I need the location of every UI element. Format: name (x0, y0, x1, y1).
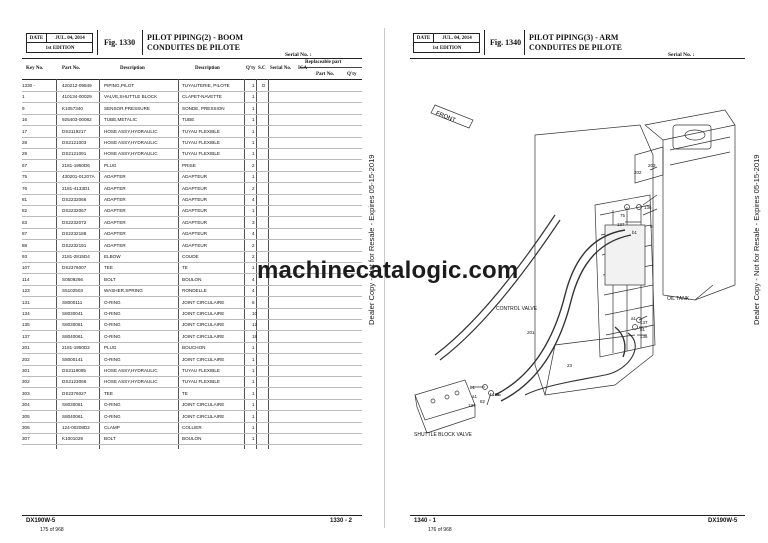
left-serial-label: Serial No. : (285, 52, 312, 58)
cell-part: DS2123066 (62, 379, 87, 385)
cell-part: 124-00208D2 (62, 425, 90, 430)
cell-desc: HOSE ASSY,HYDRAULIC (104, 368, 158, 373)
table-row (22, 160, 340, 171)
callout-b1b: b1 (470, 385, 476, 390)
table-row (22, 126, 340, 137)
cell-desc: SENSOR,PRESSURE (104, 105, 150, 111)
cell-key: 9 (22, 105, 25, 111)
cell-qty: 1 (252, 436, 255, 442)
cell-desc-fr: ADAPTEUR (182, 197, 208, 202)
cell-desc: TUBE,METALIC (104, 117, 138, 123)
callout-203: 203 (648, 163, 656, 168)
callout-137: 137 (617, 222, 625, 227)
cell-desc: BOLT (104, 436, 116, 442)
cell-key: 28 (22, 140, 28, 145)
cell-part: DS2232067 (62, 208, 87, 214)
cell-key: 201 (22, 345, 30, 351)
cell-part: 420212-09849 (62, 83, 92, 88)
table-row (22, 319, 340, 330)
cell-qty: 1 (252, 425, 255, 430)
cell-desc: ADAPTER (104, 197, 126, 202)
cell-key: 307 (22, 436, 30, 442)
cell-key: 137 (22, 333, 30, 339)
callout-9: 9 (650, 224, 653, 229)
table-row (22, 411, 340, 422)
left-date-label: DATE (27, 34, 47, 43)
cell-desc-fr: TE (182, 390, 188, 396)
cell-desc: O-RING (104, 311, 121, 316)
table-row (22, 114, 340, 125)
cell-qty: 10 (252, 311, 258, 316)
cell-desc-fr: TUYAU FLEXIBLE (182, 379, 220, 385)
cell-part: S5102503 (62, 288, 83, 294)
table-row (22, 183, 340, 194)
cell-desc: WASHER,SPRING (104, 288, 143, 294)
cell-desc: ADAPTER (104, 208, 126, 214)
cell-desc-fr: JOINT CIRCULAIRE (182, 356, 225, 362)
callout-136b: 136 (640, 334, 648, 339)
cell-desc-fr: BOUCHON (182, 345, 206, 351)
table-row (22, 376, 340, 387)
callout-136c: 136 (492, 392, 500, 397)
left-date-box (26, 33, 93, 53)
cell-qty: 1 (252, 390, 255, 396)
cell-part: 2181-4133D1 (62, 185, 90, 191)
cell-key: 83 (22, 219, 28, 225)
cell-desc: VALVE,SHUTTLE BLOCK (104, 94, 158, 100)
cell-desc: PLUG (104, 162, 117, 168)
cell-part: S8000141 (62, 356, 83, 362)
cell-part: DS2232066 (62, 197, 87, 202)
table-row (22, 354, 340, 365)
cell-desc: TEE (104, 265, 113, 271)
cell-desc-fr: TUYAU FLEXIBLE (182, 368, 220, 373)
cell-desc-fr: RONDELLE (182, 288, 207, 294)
left-title-line1: PILOT PIPING(2) - BOOM (147, 33, 244, 42)
col-description-fr: Description (195, 66, 220, 71)
cell-desc: ADAPTER (104, 219, 126, 225)
right-dealer-watermark: Dealer Copy - Not for Resale - Expires 05-15-2019 (752, 154, 761, 325)
cell-desc-fr: JOINT CIRCULAIRE (182, 413, 225, 419)
table-row (22, 80, 340, 91)
table-row (22, 388, 340, 399)
oil-tank-label: OIL TANK (667, 296, 690, 302)
right-title-line2: CONDUITES DE PILOTE (529, 43, 622, 52)
col-qty: Q'ty (246, 66, 256, 71)
cell-part: 925403-00082 (62, 117, 92, 123)
cell-key: 67 (22, 162, 28, 168)
cell-qty: 3 (252, 219, 255, 225)
cell-desc: HOSE ASSY,HYDRAULIC (104, 379, 158, 385)
cell-key: 17 (22, 128, 28, 134)
left-footer-page-count: 175 of 968 (40, 527, 64, 533)
cell-qty: 1 (252, 356, 255, 362)
site-watermark: machinecatalogic.com (257, 257, 519, 284)
cell-key: 202 (22, 356, 30, 362)
col-description: Description (120, 66, 145, 71)
col-key-no: Key No. (26, 66, 44, 71)
cell-desc: O-RING (104, 322, 121, 328)
cell-desc: HOSE ASSY,HYDRAULIC (104, 140, 158, 145)
cell-part: DS2121091 (62, 151, 87, 157)
cell-part: K1001029 (62, 436, 83, 442)
callout-a1b: a1 (472, 394, 478, 399)
cell-desc-fr: ADAPTEUR (182, 174, 208, 180)
cell-desc-fr: ADAPTEUR (182, 242, 208, 248)
cell-desc: O-RING (104, 356, 121, 362)
right-date-box (413, 33, 480, 53)
left-dealer-watermark: Dealer Copy - Not for Resale - Expires 05-15-2019 (367, 154, 376, 325)
cell-key: 303 (22, 390, 30, 396)
callout-75: 75 (620, 213, 626, 218)
cell-desc: O-RING (104, 402, 121, 408)
cell-desc-fr: SONDE, PRESSION (182, 105, 225, 111)
cell-key: 134 (22, 311, 30, 316)
cell-desc: HOSE ASSY,HYDRAULIC (104, 151, 158, 157)
cell-desc: O-RING (104, 413, 121, 419)
cell-qty: 4 (252, 288, 255, 294)
left-footer-model: DX190W-5 (26, 518, 56, 524)
table-row (22, 285, 340, 296)
table-row (22, 205, 340, 216)
cell-key: 123 (22, 288, 30, 294)
cell-part: 2181-1950D6 (62, 162, 90, 168)
shuttle-block-valve (415, 380, 478, 420)
table-row (22, 194, 340, 205)
cell-desc-fr: JOINT CIRCULAIRE (182, 333, 225, 339)
cell-part: K1057340 (62, 105, 83, 111)
cell-desc-fr: PRISE (182, 162, 196, 168)
left-edition: 1st EDITION (45, 45, 75, 51)
cell-part: DS2232191 (62, 242, 87, 248)
cell-desc-fr: TUYAUTERIE, PILOTE (182, 83, 230, 88)
right-footer-page-count: 176 of 968 (428, 527, 452, 533)
cell-part: S0509266 (62, 276, 83, 282)
cell-key: 75 (22, 174, 28, 180)
callout-137b: 137 (640, 320, 648, 325)
cell-desc-fr: ADAPTEUR (182, 185, 208, 191)
cell-desc-fr: JOINT CIRCULAIRE (182, 299, 225, 305)
cell-key: 16 (22, 117, 28, 123)
cell-desc: ADAPTER (104, 174, 126, 180)
cell-key: 93 (22, 254, 28, 259)
cell-desc: CLAMP (104, 425, 120, 430)
cell-key: 88 (22, 242, 28, 248)
cell-desc: ELBOW (104, 254, 121, 259)
cell-key: 87 (22, 231, 28, 237)
cell-desc: TEE (104, 390, 113, 396)
right-date-value: JUL. 04, 2014 (434, 34, 480, 43)
shuttle-block-valve-label: SHUTTLE BLOCK VALVE (414, 432, 472, 438)
callout-136: 136 (644, 205, 652, 210)
cell-key: 1330 - (22, 83, 36, 88)
cell-key: 306 (22, 425, 30, 430)
cell-qty: 2 (252, 254, 255, 259)
cell-key: 302 (22, 379, 30, 385)
cell-desc: O-RING (104, 333, 121, 339)
left-title-line2: CONDUITES DE PILOTE (147, 43, 240, 52)
cell-part: S8030041 (62, 311, 83, 316)
callout-202: 202 (634, 170, 642, 175)
callout-b1: b1 (632, 230, 638, 235)
right-title-line1: PILOT PIPING(3) - ARM (529, 33, 619, 42)
right-footer-page: 1340 - 1 (414, 518, 437, 524)
right-fig-number: Fig. 1340 (490, 38, 522, 47)
cell-part: DS2376027 (62, 390, 87, 396)
cell-qty: 4 (252, 276, 255, 282)
pilot-line (435, 215, 555, 355)
cell-key: 1 (22, 94, 25, 100)
cell-desc-fr: ADAPTEUR (182, 208, 208, 214)
table-row (22, 422, 340, 433)
cell-key: 304 (22, 402, 30, 408)
cell-key: 114 (22, 276, 30, 282)
front-label: FRONT (434, 110, 457, 125)
cell-qty: 12 (252, 322, 258, 328)
callout-23: 23 (567, 363, 573, 368)
table-row (22, 308, 340, 319)
left-footer-page: 1330 - 2 (330, 518, 353, 524)
cell-desc-fr: TUYAU FLEXIBLE (182, 151, 220, 157)
cell-part: S8040061 (62, 413, 83, 419)
cell-part: DS2119095 (62, 368, 86, 373)
col-sc: S.C (258, 66, 266, 71)
cell-desc: ADAPTER (104, 185, 126, 191)
cell-desc-fr: TE (182, 265, 188, 271)
cell-qty: 1 (252, 140, 255, 145)
callout-201: 201 (527, 330, 535, 335)
table-row (22, 399, 340, 410)
callout-81: 81 (640, 327, 646, 332)
cell-part: 2181-1950D2 (62, 345, 90, 351)
cell-qty: 1 (252, 128, 255, 134)
cell-desc: O-RING (104, 299, 121, 305)
cell-desc-fr: JOINT CIRCULAIRE (182, 311, 225, 316)
cell-qty: 1 (252, 368, 255, 373)
table-row (22, 331, 340, 342)
cell-desc: HOSE ASSY,HYDRAULIC (104, 128, 158, 134)
cell-key: 82 (22, 208, 28, 214)
cell-part: S8030061 (62, 402, 83, 408)
cell-desc: BOLT (104, 276, 116, 282)
cell-qty: 2 (252, 162, 255, 168)
col-rp-qty: Q'ty (347, 72, 357, 77)
cell-desc: PLUG (104, 345, 117, 351)
table-row (22, 91, 340, 102)
table-row (22, 137, 340, 148)
cell-qty: 1 (252, 151, 255, 157)
cell-part: 430201-01207A (62, 174, 95, 180)
left-date-value: JUL. 04, 2014 (47, 34, 93, 43)
cell-part: DS2376007 (62, 265, 87, 271)
cell-desc-fr: CLAPET-NAVETTE (182, 94, 222, 100)
cell-key: 135 (22, 322, 30, 328)
cell-desc: ADAPTER (104, 242, 126, 248)
cell-part: S8040061 (62, 333, 83, 339)
cell-part: S8000111 (62, 299, 83, 305)
table-row (22, 217, 340, 228)
cell-key: 301 (22, 368, 30, 373)
cell-qty: 1 (252, 265, 255, 271)
cell-qty: 1 (252, 208, 255, 214)
cell-part: DS2232188 (62, 231, 87, 237)
cell-desc-fr: BOULON (182, 436, 202, 442)
table-row (22, 240, 340, 251)
cell-part: DS2121003 (62, 140, 87, 145)
col-rp-part-no: Part No. (316, 72, 335, 77)
cell-qty: 6 (252, 299, 255, 305)
cell-desc-fr: COLLIER (182, 425, 202, 430)
cell-qty: 1 (252, 345, 255, 351)
cell-part: S8030061 (62, 322, 83, 328)
table-row (22, 228, 340, 239)
cell-desc-fr: ADAPTEUR (182, 231, 208, 237)
cell-desc-fr: JOINT CIRCULAIRE (182, 402, 225, 408)
cell-qty: 1 (252, 413, 255, 419)
cell-key: 131 (22, 299, 30, 305)
table-row (22, 342, 340, 353)
table-row (22, 171, 340, 182)
cell-qty: 4 (252, 197, 255, 202)
cell-qty: 18 (252, 333, 258, 339)
cell-key: 107 (22, 265, 30, 271)
table-row (22, 297, 340, 308)
cell-qty: 1 (252, 83, 255, 88)
cell-qty: 2 (252, 185, 255, 191)
right-edition: 1st EDITION (432, 45, 462, 51)
cell-key: 305 (22, 413, 30, 419)
col-part-no: Part No. (62, 66, 81, 71)
col-ica: ICA (298, 66, 308, 71)
table-row (22, 103, 340, 114)
cell-qty: 1 (252, 402, 255, 408)
cell-qty: 1 (252, 94, 255, 100)
cell-desc-fr: TUYAU FLEXIBLE (182, 128, 220, 134)
control-valve-label: CONTROL VALVE (496, 306, 538, 312)
cell-desc-fr: BOULON (182, 276, 202, 282)
cell-qty: 1 (252, 379, 255, 385)
right-serial-label: Serial No. : (668, 52, 695, 58)
cell-desc-fr: JOINT CIRCULAIRE (182, 322, 225, 328)
cell-sc: D (262, 83, 266, 88)
callout-a1: a1 (631, 316, 637, 321)
cell-key: 29 (22, 151, 28, 157)
table-row (22, 433, 340, 444)
cell-desc: ADAPTER (104, 231, 126, 237)
cell-part: 2181-2815D4 (62, 254, 90, 259)
cell-qty: 1 (252, 174, 255, 180)
cell-desc-fr: TUYAU FLEXIBLE (182, 140, 220, 145)
col-serial-no: Serial No. (270, 66, 292, 71)
cell-desc: PIPING,PILOT (104, 83, 135, 88)
callout-137c: 137 (468, 403, 476, 408)
callout-82: 82 (480, 399, 486, 404)
replaceable-part-header: Replaceable part (305, 60, 342, 65)
cell-desc-fr: COUDE (182, 254, 199, 259)
cell-key: 76 (22, 185, 28, 191)
cell-key: 81 (22, 197, 28, 202)
cell-part: DS2232072 (62, 219, 87, 225)
cell-part: 410134-00029 (62, 94, 92, 100)
cell-qty: 4 (252, 231, 255, 237)
right-date-label: DATE (414, 34, 434, 43)
table-row (22, 365, 340, 376)
cell-part: DS2119217 (62, 128, 86, 134)
left-fig-number: Fig. 1330 (104, 38, 136, 47)
cell-desc-fr: ADAPTEUR (182, 219, 208, 225)
table-row (22, 148, 340, 159)
cell-qty: 1 (252, 105, 255, 111)
cell-qty: 2 (252, 242, 255, 248)
cell-qty: 1 (252, 117, 255, 123)
cell-desc-fr: TUBE (182, 117, 195, 123)
right-footer-model: DX190W-5 (708, 518, 738, 524)
row-divider (22, 444, 362, 445)
